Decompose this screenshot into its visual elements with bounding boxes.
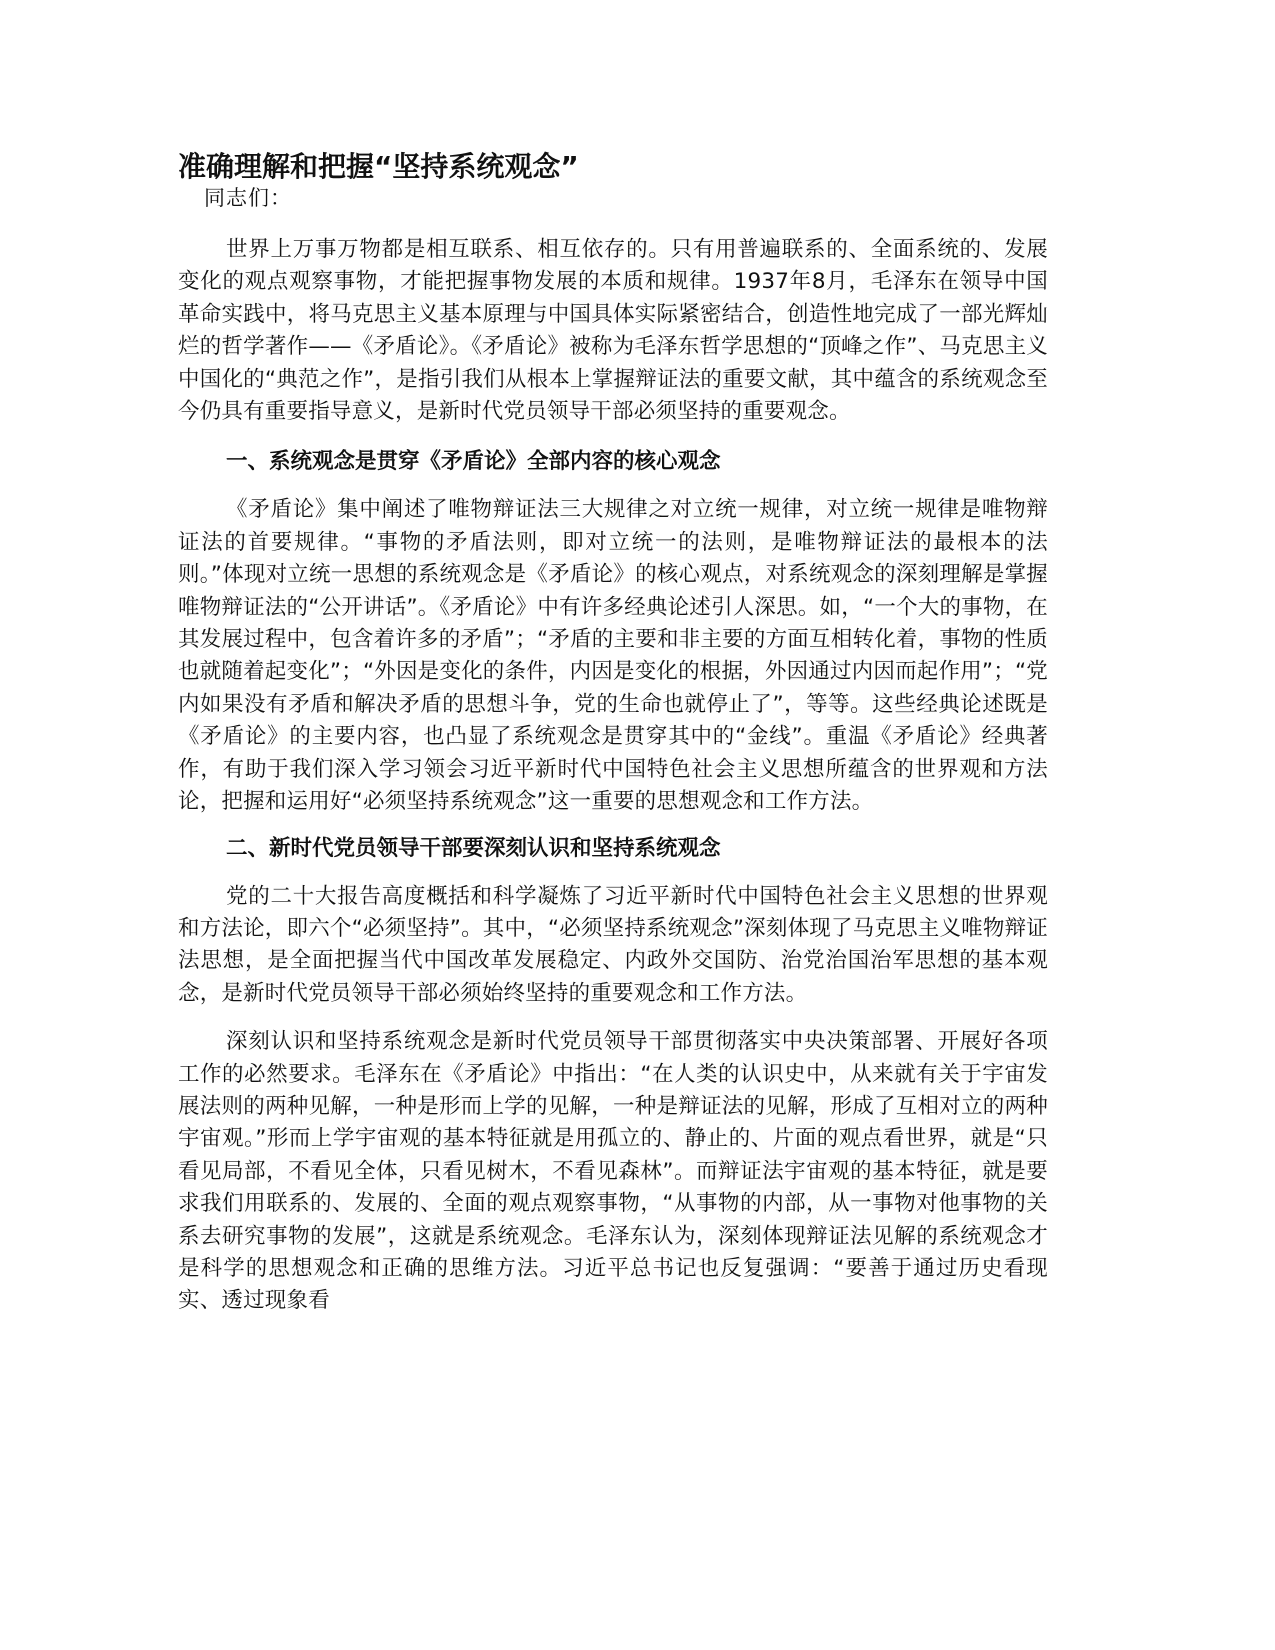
document-page <box>178 150 1048 1318</box>
intro-paragraph: 世界上万事万物都是相互联系、相互依存的。只有用普遍联系的、全面系统的、发展变化的观点观察事物，才能把握事物发展的本质和规律。1937年8月，毛泽东在领导中国革命实践中，将马克思主义基本原理与中国具体实际紧密结合，创造性地完成了一部光辉灿烂的哲学著作——《矛盾论》。《矛盾论》被称为毛泽东哲学思想的“顶峰之作”、马克思主义中国化的“典范之作”，是指引我们从根本上掌握辩证法的重要文献，其中蕴含的系统观念至今仍具有重要指导意义，是新时代党员领导干部必须坚持的重要观念。 <box>178 237 1048 425</box>
section-2-paragraph-1: 党的二十大报告高度概括和科学凝炼了习近平新时代中国特色社会主义思想的世界观和方法论，即六个“必须坚持”。其中，“必须坚持系统观念”深刻体现了马克思主义唯物辩证法思想，是全面把握当代中国改革发展稳定、内政外交国防、治党治国治军思想的基本观念，是新时代党员领导干部必须始终坚持的重要观念和工作方法。 <box>178 883 1048 1006</box>
section-1-paragraph: 《矛盾论》集中阐述了唯物辩证法三大规律之对立统一规律，对立统一规律是唯物辩证法的首要规律。“事物的矛盾法则，即对立统一的法则，是唯物辩证法的最根本的法则。”体现对立统一思想的系统观念是《矛盾论》的核心观点，对系统观念的深刻理解是掌握唯物辩证法的“公开讲话”。《矛盾论》中有许多经典论述引人深思。如，“一个大的事物，在其发展过程中，包含着许多的矛盾”；“矛盾的主要和非主要的方面互相转化着，事物的性质也就随着起变化”；“外因是变化的条件，内因是变化的根据，外因通过内因而起作用”；“党内如果没有矛盾和解决矛盾的思想斗争，党的生命也就停止了”，等等。这些经典论述既是《矛盾论》的主要内容，也凸显了系统观念是贯穿其中的“金线”。重温《矛盾论》经典著作，有助于我们深入学习领会习近平新时代中国特色社会主义思想所蕴含的世界观和方法论，把握和运用好“必须坚持系统观念”这一重要的思想观念和工作方法。 <box>178 497 1048 815</box>
document-title: 准确理解和把握“坚持系统观念” <box>178 150 579 183</box>
salutation: 同志们： <box>204 186 292 210</box>
section-1-heading: 一、系统观念是贯穿《矛盾论》全部内容的核心观念 <box>226 449 721 475</box>
section-2-paragraph-2: 深刻认识和坚持系统观念是新时代党员领导干部贯彻落实中央决策部署、开展好各项工作的必然要求。毛泽东在《矛盾论》中指出：“在人类的认识史中，从来就有关于宇宙发展法则的两种见解，一种是形而上学的见解，一种是辩证法的见解，形成了互相对立的两种宇宙观。”形而上学宇宙观的基本特征就是用孤立的、静止的、片面的观点看世界，就是“只看见局部，不看见全体，只看见树木，不看见森林”。而辩证法宇宙观的基本特征，就是要求我们用联系的、发展的、全面的观点观察事物，“从事物的内部，从一事物对他事物的关系去研究事物的发展”，这就是系统观念。毛泽东认为，深刻体现辩证法见解的系统观念才是科学的思想观念和正确的思维方法。习近平总书记也反复强调：“要善于通过历史看现实、透过现象看 <box>178 1029 1048 1314</box>
section-2-heading: 二、新时代党员领导干部要深刻认识和坚持系统观念 <box>226 835 721 861</box>
